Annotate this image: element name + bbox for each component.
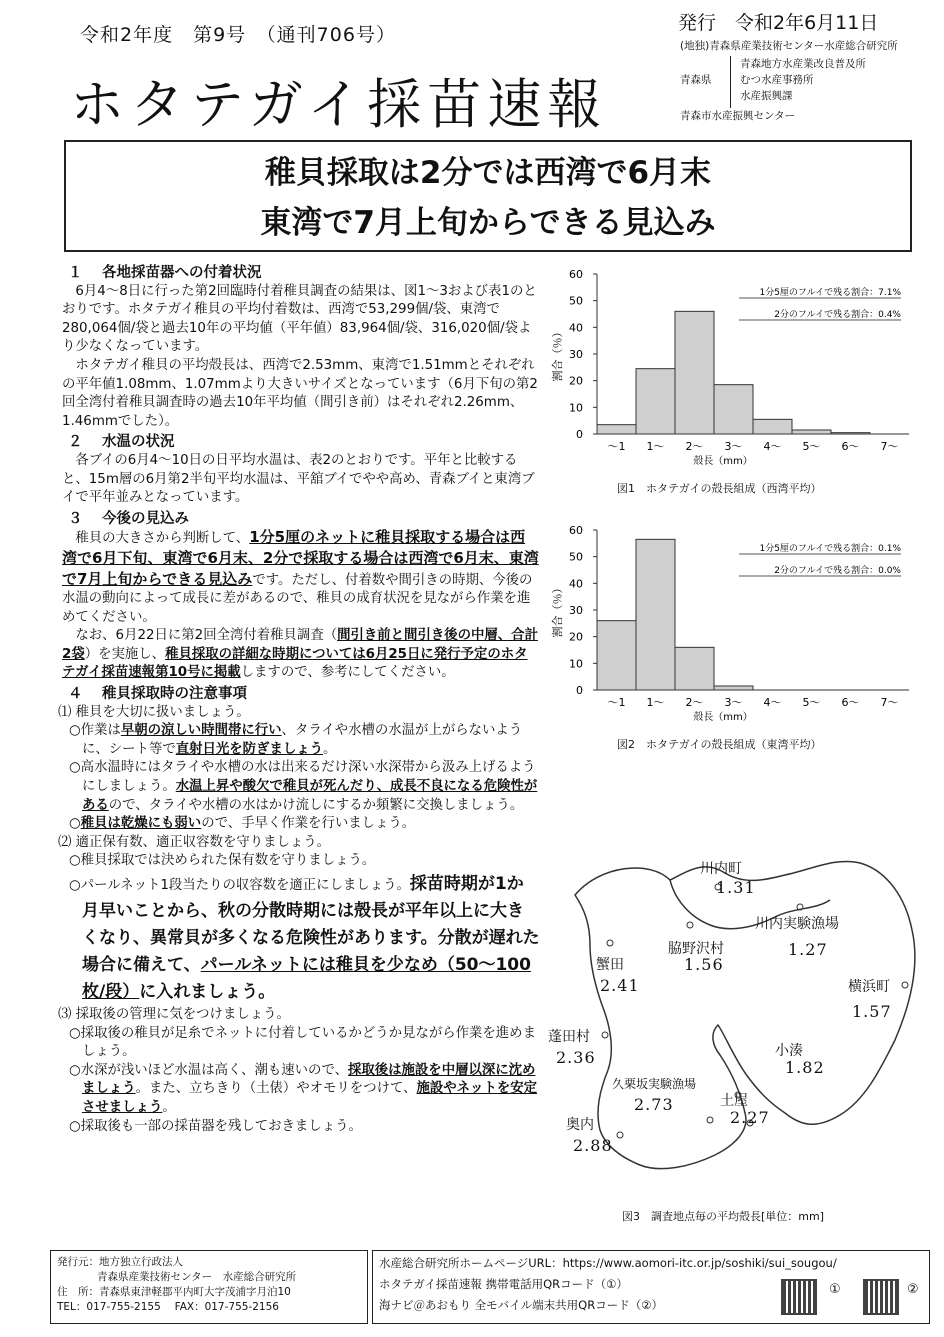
map-point-value: 1.56 [684,955,724,974]
bar [675,311,714,434]
issue-number: 令和2年度 第9号 （通刊706号） [80,24,396,46]
chart-west-bay [545,262,925,494]
map-point-name: 川内実験漁場 [755,916,839,932]
footer-links [372,1250,930,1324]
y-axis-label: 割合（％） [551,582,564,638]
caution-item: ○高水温時にはタライや水槽の水は出来るだけ深い水深帯から汲み上げるようにしましょう。水温上昇や酸欠で稚貝が死んだり、成長不良になる危険性があるので、タライや水槽の水はかけ流しにするか頻繁に交換しましょう。 [69,760,538,813]
x-tick-label: ～1 [607,696,626,709]
footer-publisher [50,1250,368,1324]
publisher-city: 青森市水産振興センター [680,110,796,122]
footer-phone: TEL：017-755-2155 FAX：017-755-2156 [57,1301,279,1313]
x-tick-label: 2～ [685,440,704,453]
section-3-heading: ３ 今後の見込み [68,510,189,527]
x-tick-label: 3～ [724,696,743,709]
map-point-name: 小湊 [775,1043,803,1059]
y-tick-label: 60 [569,524,583,537]
x-tick-label: 6～ [841,440,860,453]
x-axis-label: 殻長（mm） [693,456,753,467]
x-tick-label: 6～ [841,696,860,709]
y-tick-label: 0 [576,428,583,441]
annotation-label: 1分5厘のフルイで残る割合：0.1% [759,544,901,554]
y-tick-label: 20 [569,630,583,644]
y-tick-label: 10 [569,657,583,671]
newsletter-title: ホタテガイ採苗速報 [70,73,608,136]
annotation-label: 2分のフルイで残る割合：0.0% [774,566,901,576]
map-point-value: 2.88 [573,1136,613,1155]
caution-item: ○水深が浅いほど水温は高く、潮も速いので、採取後は施設を中層以深に沈めましょう。また、立ちきり（土俵）やオモリをつけて、施設やネットを安定させましょう。 [69,1062,538,1115]
map-point-name: 土屋 [720,1093,748,1109]
x-tick-label: 5～ [802,440,821,453]
bar [714,385,753,434]
section-2-para1: 各ブイの6月4～10日の日平均水温は、表2のとおりです。平年と比較すると、15m層の6月第2半旬平均水温は、平舘ブイでやや高め、青森ブイと東湾ブイで平年並みとなっています。 [62,452,535,506]
section-4-sub1: ⑴ 稚貝を大切に扱いましょう。 [58,704,250,720]
map-point-value: 1.57 [852,1002,892,1021]
qr-label-1: ホタテガイ採苗速報 携帯電話用QRコード（①） [379,1277,628,1291]
qr-label-2: 海ナビ＠あおもり 全モバイル端末共用QRコード（②） [379,1298,664,1312]
x-tick-label: 1～ [646,440,665,453]
bar [753,419,792,434]
section-1-heading: １ 各地採苗器への付着状況 [68,265,262,281]
issue-date: 発行 令和2年6月11日 [678,12,879,34]
section-2-heading: ２ 水温の状況 [68,434,175,451]
footer-publisher-line: 発行元：地方独立行政法人 [57,1256,183,1268]
map-point-value: 1.31 [716,878,756,897]
bar [636,539,675,690]
bar [831,433,870,434]
homepage-url-link[interactable]: 水産総合研究所ホームページURL：https://www.aomori-itc.or.jp/soshiki/sui_sougou/ [379,1256,837,1270]
y-tick-label: 50 [569,550,583,564]
caution-item: ○採取後も一部の採苗器を残しておきましょう。 [69,1118,362,1134]
x-axis-label: 殻長（mm） [693,712,753,723]
bar [714,686,753,690]
caution-item: ○作業は早朝の涼しい時間帯に行い、タライや水槽の水温が上がらないように、シート等で直射日光を防ぎましょう。 [69,723,523,757]
map-point-value: 1.82 [785,1058,825,1077]
map-caption: 図3 調査地点毎の平均殻長[単位：mm] [622,1210,825,1223]
publisher-pref-org: 水産振興課 [740,90,793,102]
bay-map [560,855,930,1200]
y-tick-label: 10 [569,401,583,415]
section-3-para2: なお、6月22日に第2回全湾付着稚貝調査（間引き前と間引き後の中層、合計2袋）を実施し、稚貝採取の詳細な時期については6月25日に発行予定のホタテガイ採苗速報第10号に掲載しますので、参考にしてください。 [62,628,538,681]
bar [636,369,675,434]
x-tick-label: 7～ [880,440,899,453]
map-point-value: 2.27 [730,1108,770,1127]
qr-mark-2: ② [907,1282,919,1297]
chart1-caption: 図1 ホタテガイの殻長組成（西湾平均） [617,482,822,495]
qr-code-2-icon[interactable] [863,1279,899,1315]
y-tick-label: 50 [569,294,583,308]
headline-line1: 稚貝採取は2分では西湾で6月末 [264,155,712,191]
map-point-name: 横浜町 [848,979,890,995]
map-point-name: 蓬田村 [548,1029,590,1045]
x-tick-label: ～1 [607,440,626,453]
chart2-caption: 図2 ホタテガイの殻長組成（東湾平均） [617,738,822,751]
y-tick-label: 40 [569,321,583,335]
headline-box [64,140,912,252]
map-point-value: 1.27 [788,940,828,959]
x-tick-label: 1～ [646,696,665,709]
x-tick-label: 4～ [763,440,782,453]
caution-item: ○稚貝は乾燥にも弱いので、手早く作業を行いましょう。 [69,816,416,832]
y-tick-label: 0 [576,684,583,697]
caution-item: ○稚貝採取では決められた保有数を守りましょう。 [69,853,376,869]
map-point-value: 2.36 [556,1048,596,1067]
section-4-heading: ４ 稚貝採取時の注意事項 [68,686,247,703]
map-point-name: 川内町 [700,861,742,877]
map-point-name: 久栗坂実験漁場 [612,1077,697,1091]
x-tick-label: 3～ [724,440,743,453]
y-tick-label: 60 [569,268,583,281]
caution-item: ○パールネット1段当たりの収容数を適正にしましょう。採苗時期が1か月早いことから、秋の分散時期には殻長が平年以上に大きくなり、異常貝が多くなる危険性があります。分散が遅れた場合に備えて、パールネットには稚貝を少なめ（50～100枚/段）に入れましょう。 [69,874,540,1002]
publisher-pref: 青森県 [680,74,712,86]
map-point-name: 奥内 [566,1117,594,1133]
map-point-value: 2.73 [634,1095,674,1114]
map-point-value: 2.41 [600,976,640,995]
section-4-sub3: ⑶ 採取後の管理に気をつけましょう。 [58,1007,290,1022]
x-tick-label: 7～ [880,696,899,709]
caution-item: ○採取後の稚貝が足糸でネットに付着しているかどうか見ながら作業を進めましょう。 [69,1025,536,1060]
section-4-sub2: ⑵ 適正保有数、適正収容数を守りましょう。 [58,834,331,850]
y-tick-label: 20 [569,374,583,388]
section-1-para2: ホタテガイ稚貝の平均殻長は、西湾で2.53mm、東湾で1.51mmとそれぞれの平年値1.08mm、1.07mmより大きいサイズとなっています（6月下旬の第2回全湾付着稚貝調査時の過去10年平均値（間引き前）はそれぞれ2.26mm、1.46mmでした）。 [62,357,538,429]
annotation-label: 2分のフルイで残る割合：0.4% [774,310,901,320]
article-body [58,262,540,1136]
qr-mark-1: ① [829,1282,841,1297]
annotation-label: 1分5厘のフルイで残る割合：7.1% [759,288,901,298]
headline-line2: 東湾で7月上旬からできる見込み [260,205,716,241]
footer-address: 住 所：青森県東津軽郡平内町大字茂浦字月泊10 [57,1286,291,1298]
section-1-para1: 6月4～8日に行った第2回臨時付着稚貝調査の結果は、図1～3および表1のとおりです。ホタテガイ稚貝の平均付着数は、西湾で53,299個/袋、東湾で280,064個/袋と過去10年の平均値（平年値）83,964個/袋、316,020個/袋より少なくなっています。 [62,283,537,355]
publisher-pref-org: むつ水産事務所 [740,74,814,86]
x-tick-label: 5～ [802,696,821,709]
map-point-name: 蟹田 [596,957,624,973]
section-3-para1: 稚貝の大きさから判断して、1分5厘のネットに稚貝採取する場合は西湾で6月下旬、東湾で6月末、2分で採取する場合は西湾で6月末、東湾で7月上旬からできる見込みです。ただし、付着数や間引きの時期、今後の水温の動向によって成長に差があるので、稚貝の成育状況を見ながら作業を進めてください。 [62,528,539,625]
qr-code-1-icon[interactable] [781,1279,817,1315]
bar [675,647,714,690]
x-tick-label: 2～ [685,696,704,709]
bar [597,425,636,434]
x-tick-label: 4～ [763,696,782,709]
publisher-bracket [730,56,739,108]
bar [597,621,636,690]
y-tick-label: 30 [569,604,583,617]
bar [792,430,831,434]
publisher-pref-org: 青森地方水産業改良普及所 [740,58,866,70]
publisher-main: (地独)青森県産業技術センター水産総合研究所 [680,40,898,52]
y-tick-label: 40 [569,577,583,591]
y-tick-label: 30 [569,348,583,361]
chart-east-bay [545,518,925,750]
y-axis-label: 割合（％） [551,326,564,382]
footer-publisher-line: 青森県産業技術センター 水産総合研究所 [97,1271,297,1283]
map-point-name: 脇野沢村 [668,941,724,957]
